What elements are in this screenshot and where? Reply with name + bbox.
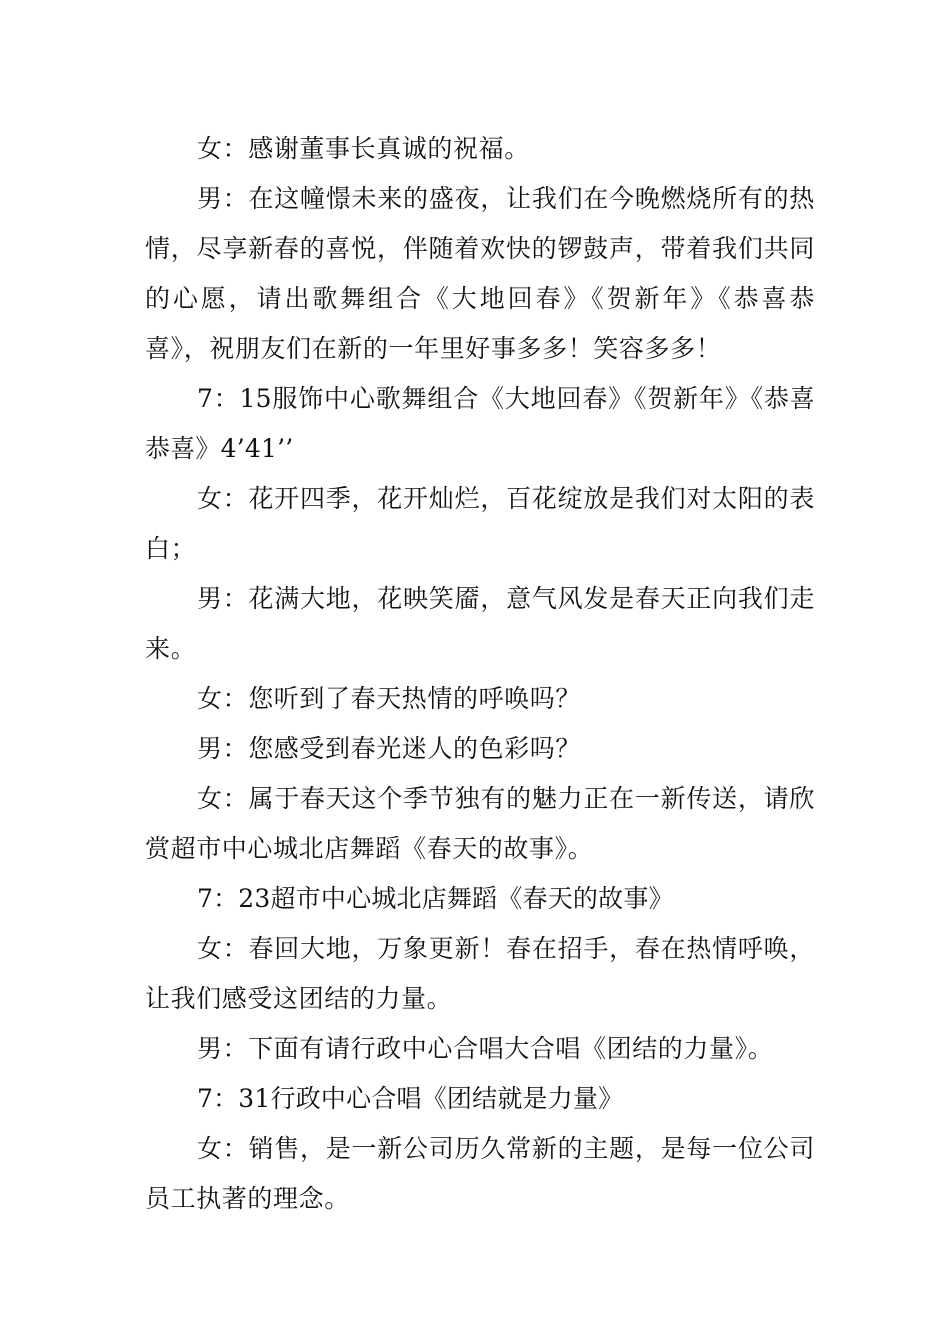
dialogue-line-female: 女：销售，是一新公司历久常新的主题，是每一位公司员工执著的理念。	[145, 1134, 815, 1213]
dialogue-line-female: 女：花开四季，花开灿烂，百花绽放是我们对太阳的表白；	[145, 484, 815, 563]
program-cue: 7：15服饰中心歌舞组合《大地回春》《贺新年》《恭喜恭喜》4’41’’	[145, 384, 815, 463]
dialogue-line-female: 女：感谢董事长真诚的祝福。	[197, 134, 530, 163]
dialogue-line-female: 女：春回大地，万象更新！春在招手，春在热情呼唤，让我们感受这团结的力量。	[145, 934, 815, 1013]
dialogue-line-male: 男：花满大地，花映笑靥，意气风发是春天正向我们走来。	[145, 584, 815, 663]
dialogue-line-male: 男：下面有请行政中心合唱大合唱《团结的力量》。	[197, 1034, 774, 1063]
program-cue: 7：23超市中心城北店舞蹈《春天的故事》	[197, 884, 674, 913]
dialogue-line-female: 女：您听到了春天热情的呼唤吗？	[197, 684, 582, 713]
dialogue-line-male: 男：您感受到春光迷人的色彩吗？	[197, 734, 582, 763]
program-cue: 7：31行政中心合唱《团结就是力量》	[197, 1084, 624, 1113]
dialogue-line-male: 男：在这幢憬未来的盛夜，让我们在今晚燃烧所有的热情，尽享新春的喜悦，伴随着欢快的锣鼓声，带着我们共同的心愿，请出歌舞组合《大地回春》《贺新年》《恭喜恭喜》，祝朋友们在新的一年里好事多多！笑容多多！	[145, 184, 815, 363]
document-body	[145, 124, 815, 1224]
dialogue-line-female: 女：属于春天这个季节独有的魅力正在一新传送，请欣赏超市中心城北店舞蹈《春天的故事》。	[145, 784, 815, 863]
